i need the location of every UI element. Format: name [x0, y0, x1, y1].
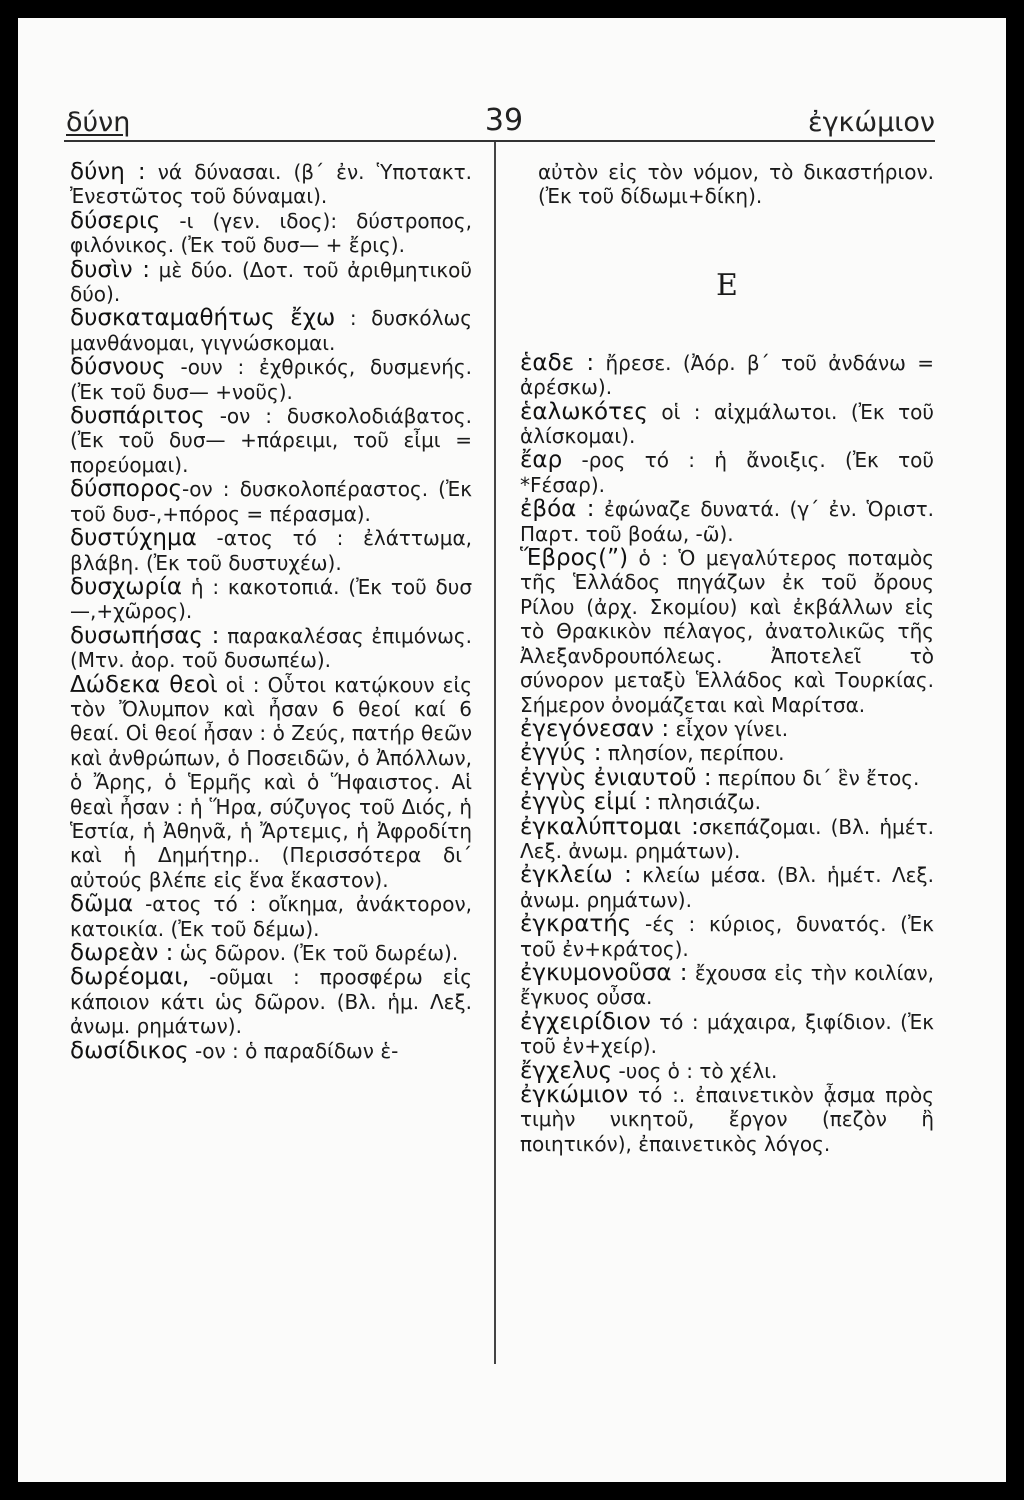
dictionary-entry — [520, 717, 934, 741]
entry-definition: σκεπάζομαι. (Βλ. ἡμέτ. Λεξ. ἀνωμ. ρημάτων). — [520, 814, 934, 863]
dictionary-entry — [520, 1059, 934, 1083]
entry-definition: παρακαλέσας ἐπιμόνως. (Μτν. ἀορ. τοῦ δυσωπέω). — [70, 623, 472, 673]
dictionary-entry — [70, 306, 472, 355]
dictionary-entry — [520, 448, 934, 497]
entry-headword: δύσπορος — [70, 476, 183, 503]
entry-definition: ὁ : Ὁ μεγαλύτερος ποταμὸς τῆς Ἑλλάδος πηγάζων ἐκ τοῦ ὄρους Ρίλου (ἀρχ. Σκομίου) καὶ ἐκβάλλων εἰς τὸ Θρακικὸν πέλαγος, ἀνατολικῶς τῆς Ἀλεξανδρουπόλεως. Ἀποτελεῖ τὸ σύνορον μεταξὺ Ἑλλάδος καὶ Τουρκίας. Σήμερον ὀνομάζεται καὶ Μαρίτσα. — [520, 546, 934, 717]
dictionary-entry — [70, 1039, 472, 1063]
dictionary-entry — [520, 400, 934, 449]
left-column — [70, 160, 472, 1063]
dictionary-entry — [520, 790, 934, 814]
entry-headword: δυσωπήσας : — [70, 622, 220, 649]
entry-headword: Ἕβρος(ˮ) — [520, 545, 629, 572]
page-header — [64, 88, 935, 142]
entry-definition: -υος ὁ : τὸ χέλι. — [612, 1058, 778, 1083]
entry-headword: δωρέομαι, — [70, 964, 190, 991]
entry-headword: δυσχωρία — [70, 573, 183, 600]
dictionary-entry — [70, 624, 472, 673]
entry-definition: : δυσκόλως μανθάνομαι, γιγνώσκομαι. — [70, 306, 472, 355]
entry-headword: ἔγχελυς — [520, 1057, 613, 1084]
entry-headword: δύσερις — [70, 207, 161, 234]
entry-definition: -ατος τό : οἴκημα, ἀνάκτορον, κατοικία. (Ἐκ τοῦ δέμω). — [70, 892, 472, 941]
entry-headword: δυσπάριτος — [70, 403, 205, 430]
entry-headword: δωσίδικος — [70, 1037, 189, 1064]
entry-headword: ἔαρ — [520, 447, 563, 474]
entry-definition: -ον : ὁ παραδίδων ἑ- — [188, 1038, 399, 1063]
dictionary-entry — [70, 160, 472, 209]
entry-definition: περίπου δι΄ ἓν ἔτος. — [711, 765, 920, 790]
entry-definition: -ι (γεν. ιδος): δύστροπος, φιλόνικος. (Ἐκ τοῦ δυσ— + ἔρις). — [70, 208, 472, 258]
dictionary-entry — [520, 351, 934, 400]
right-column — [520, 160, 934, 1156]
dictionary-entry — [520, 863, 934, 912]
entry-headword: ἑαδε : — [520, 349, 595, 376]
entry-definition: -ρος τό : ἡ ἄνοιξις. (Ἐκ τοῦ *Ϝέσαρ). — [520, 448, 934, 497]
dictionary-entry — [520, 1010, 934, 1059]
dictionary-entry — [520, 741, 934, 765]
entry-headword: Δώδεκα θεοὶ — [70, 671, 218, 698]
entry-headword: ἐγκώμιον — [520, 1082, 629, 1108]
entry-definition: μὲ δύο. (Δοτ. τοῦ ἀριθμητικοῦ δύο). — [70, 257, 472, 307]
entry-headword: ἑαλωκότες — [520, 398, 648, 425]
entry-definition: εἶχον γίνει. — [669, 716, 789, 741]
dictionary-entry — [70, 355, 472, 404]
entry-headword: ἐγκλείω : — [520, 862, 632, 889]
dictionary-entry — [520, 546, 934, 717]
dictionary-entry — [520, 1083, 934, 1156]
dictionary-entry — [70, 673, 472, 893]
entry-headword: ἐγκυμονοῦσα : — [520, 959, 688, 986]
dictionary-entry — [70, 258, 472, 307]
header-left-guide-word: δύνη — [66, 107, 131, 138]
entry-definition: ὡς δῶρον. (Ἐκ τοῦ δωρέω). — [173, 941, 459, 965]
continued-entry: αὐτὸν εἰς τὸν νόμον, τὸ δικαστήριον. (Ἐκ τοῦ δίδωμι+δίκη). — [538, 160, 934, 209]
column-divider — [494, 142, 496, 1364]
entry-definition: -ον : δυσκολοπέραστος. (Ἐκ τοῦ δυσ-,+πόρος = πέρασμα). — [70, 477, 472, 526]
entry-headword: δυσκαταμαθήτως ἔχω — [70, 305, 336, 332]
entry-definition: οἱ : αἰχμάλωτοι. (Ἐκ τοῦ ἁλίσκομαι). — [520, 399, 934, 449]
dictionary-entry — [70, 526, 472, 575]
section-letter: Ε — [716, 267, 738, 303]
header-right-guide-word: ἐγκώμιον — [807, 107, 935, 138]
entry-definition: ἡ : κακοτοπιά. (Ἐκ τοῦ δυσ—,+χῶρος). — [70, 574, 472, 624]
dictionary-entry — [70, 941, 472, 965]
dictionary-entry — [520, 497, 934, 546]
entry-headword: ἐγκαλύπτομαι : — [520, 813, 699, 840]
dictionary-entry — [70, 575, 472, 624]
entry-headword: δύνη : — [70, 159, 146, 185]
entry-headword: ἐγκρατής — [520, 911, 632, 938]
entry-definition: πλησίον, περίπου. — [601, 741, 785, 766]
dictionary-entry — [520, 912, 934, 961]
entry-headword: ἐγγὺς εἰμί : — [520, 789, 652, 816]
dictionary-entry — [70, 209, 472, 258]
dictionary-entry — [70, 404, 472, 477]
entry-definition: -ον : δυσκολοδιάβατος. (Ἐκ τοῦ δυσ— +πάρειμι, τοῦ εἶμι = πορεύομαι). — [70, 404, 472, 477]
entry-definition: τό : μάχαιρα, ξιφίδιον. (Ἐκ τοῦ ἐν+χείρ). — [520, 1009, 934, 1059]
entry-headword: δωρεὰν : — [70, 940, 174, 966]
entry-definition: νά δύνασαι. (β΄ ἐν. Ὑποτακτ. Ἐνεστῶτος τοῦ δύναμαι). — [70, 160, 473, 209]
entry-definition: κλείω μέσα. (Βλ. ἡμέτ. Λεξ. ἀνωμ. ρημάτων). — [520, 863, 934, 912]
entry-headword: δυσὶν : — [70, 256, 150, 283]
entry-definition: ἔχουσα εἰς τὴν κοιλίαν, ἔγκυος οὖσα. — [520, 960, 934, 1010]
entry-definition: -ατος τό : ἐλάττωμα, βλάβη. (Ἐκ τοῦ δυστυχέω). — [70, 526, 472, 575]
right-entries — [520, 351, 934, 1156]
entry-definition: ἐφώναζε δυνατά. (γ΄ ἐν. Ὁριστ. Παρτ. τοῦ βοάω, -ῶ). — [520, 497, 935, 546]
entry-headword: ἐγεγόνεσαν : — [520, 715, 670, 742]
dictionary-entry — [70, 965, 472, 1038]
entry-definition: -οῦμαι : προσφέρω εἰς κάποιον κάτι ὡς δῶρον. (Βλ. ἡμ. Λεξ. ἀνωμ. ρημάτων). — [70, 965, 472, 1039]
entry-headword: δύσνους — [70, 354, 166, 381]
entry-definition: -ές : κύριος, δυνατός. (Ἐκ τοῦ ἐν+κράτος). — [520, 912, 934, 961]
dictionary-entry — [520, 815, 934, 864]
entry-headword: δυστύχημα — [70, 525, 197, 552]
entry-definition: οἱ : Οὗτοι κατῴκουν εἰς τὸν Ὄλυμπον καὶ ἦσαν 6 θεοί καί 6 θεαί. Οἱ θεοί ἦσαν : ὁ Ζεύς, πατήρ θεῶν καὶ ἀνθρώπων, ὁ Ποσειδῶν, ὁ Ἀπόλλων, ὁ Ἄρης, ὁ Ἑρμῆς καὶ ὁ Ἥφαιστος. Αἱ θεαὶ ἦσαν : ἡ Ἥρα, σύζυγος τοῦ Διός, ἡ Ἑστία, ἡ Ἀθηνᾶ, ἡ Ἄρτεμις, ἡ Ἀφροδίτη καὶ ἡ Δημήτηρ.. (Περισσότερα δι΄ αὐτούς βλέπε εἰς ἕνα ἕκαστον). — [70, 672, 473, 892]
entry-headword: ἐγχειρίδιον — [520, 1008, 651, 1035]
dictionary-entry — [520, 961, 934, 1010]
entry-headword: ἐγγὺς ἐνιαυτοῦ : — [520, 764, 712, 791]
dictionary-entry — [70, 477, 472, 526]
dictionary-entry — [520, 766, 934, 790]
entry-headword: ἐβόα : — [520, 496, 595, 523]
entry-definition: -ουν : ἐχθρικός, δυσμενής. (Ἐκ τοῦ δυσ— +νοῦς). — [70, 355, 472, 404]
page-number: 39 — [484, 103, 524, 138]
entry-headword: δῶμα — [70, 891, 134, 918]
entry-definition: πλησιάζω. — [651, 790, 761, 815]
entry-definition: ἤρεσε. (Ἀόρ. β΄ τοῦ ἀνδάνω = ἀρέσκω). — [520, 350, 934, 400]
dictionary-entry — [70, 892, 472, 941]
entry-headword: ἐγγύς : — [520, 740, 602, 767]
entry-definition: τό :. ἐπαινετικὸν ᾆσμα πρὸς τιμὴν νικητοῦ, ἔργον (πεζὸν ἢ ποιητικόν), ἐπαινετικὸς λόγος. — [520, 1083, 934, 1156]
